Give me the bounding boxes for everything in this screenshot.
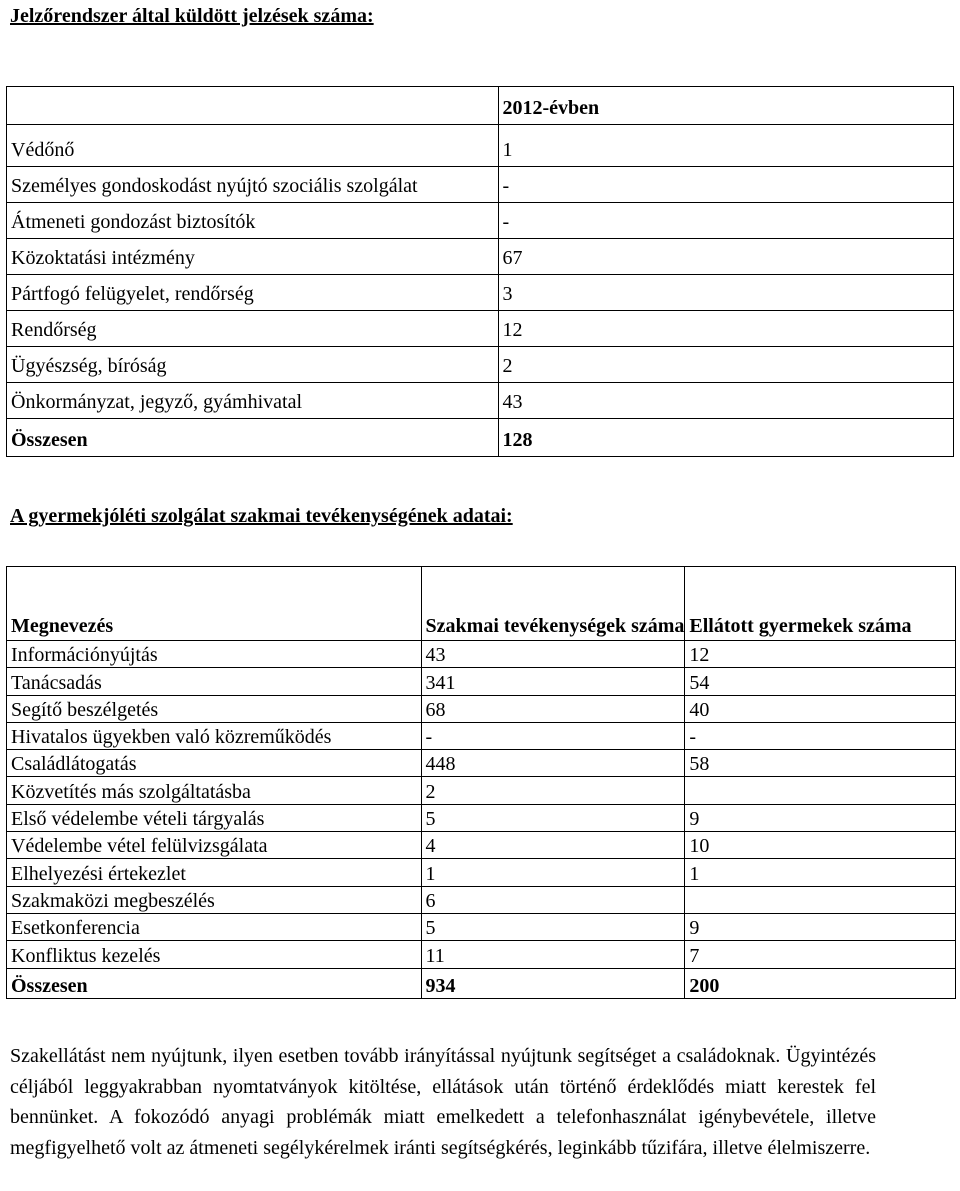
activity-count: 68 — [421, 695, 685, 722]
activity-count: 341 — [421, 668, 685, 695]
table-row — [7, 275, 954, 311]
signal-count: 67 — [498, 239, 953, 275]
signal-count: 12 — [498, 311, 953, 347]
children-count: 40 — [685, 695, 956, 722]
signals-table — [6, 86, 954, 457]
signal-source-label: Rendőrség — [7, 311, 499, 347]
signal-count: 2 — [498, 347, 953, 383]
signals-header-empty-cell — [7, 87, 499, 125]
activity-heading: A gyermekjóléti szolgálat szakmai tevékenységének adatai: — [10, 505, 513, 527]
children-total-count: 200 — [685, 968, 956, 998]
signal-source-label: Ügyészség, bíróság — [7, 347, 499, 383]
signal-source-label: Átmeneti gondozást biztosítók — [7, 203, 499, 239]
signal-source-label: Védőnő — [7, 125, 499, 167]
children-count: 12 — [685, 641, 956, 668]
table-row — [7, 941, 956, 968]
activity-name: Közvetítés más szolgáltatásba — [7, 777, 422, 804]
activity-name: Információnyújtás — [7, 641, 422, 668]
activity-total-label: Összesen — [7, 968, 422, 998]
table-row — [7, 832, 956, 859]
activity-name: Szakmaközi megbeszélés — [7, 886, 422, 913]
signals-total-label: Összesen — [7, 419, 499, 457]
table-row — [7, 383, 954, 419]
table-row — [7, 777, 956, 804]
activity-name: Konfliktus kezelés — [7, 941, 422, 968]
signal-source-label: Önkormányzat, jegyző, gyámhivatal — [7, 383, 499, 419]
table-row — [7, 722, 956, 749]
activity-name: Elhelyezési értekezlet — [7, 859, 422, 886]
table-row — [7, 641, 956, 668]
table-row — [7, 695, 956, 722]
table-row — [7, 886, 956, 913]
activity-name: Hivatalos ügyekben való közreműködés — [7, 722, 422, 749]
activity-name: Védelembe vétel felülvizsgálata — [7, 832, 422, 859]
activity-count: 43 — [421, 641, 685, 668]
header-name: Megnevezés — [7, 567, 422, 641]
signal-count: 43 — [498, 383, 953, 419]
signals-total-value: 128 — [498, 419, 953, 457]
header-children: Ellátott gyermekek száma — [685, 567, 956, 641]
signals-year-header: 2012-évben — [498, 87, 953, 125]
table-row — [7, 239, 954, 275]
children-count: 58 — [685, 750, 956, 777]
children-count: 9 — [685, 913, 956, 940]
table-row — [7, 913, 956, 940]
activity-count: 11 — [421, 941, 685, 968]
signal-count: - — [498, 203, 953, 239]
activity-name: Esetkonferencia — [7, 913, 422, 940]
children-count: 7 — [685, 941, 956, 968]
table-row — [7, 859, 956, 886]
table-row — [7, 311, 954, 347]
signals-heading: Jelzőrendszer által küldött jelzések száma: — [10, 5, 374, 27]
activity-count: - — [421, 722, 685, 749]
signal-count: 3 — [498, 275, 953, 311]
signals-header-row — [7, 87, 954, 125]
activity-count: 2 — [421, 777, 685, 804]
signal-source-label: Közoktatási intézmény — [7, 239, 499, 275]
activity-count: 448 — [421, 750, 685, 777]
activity-count: 5 — [421, 913, 685, 940]
activity-count: 6 — [421, 886, 685, 913]
children-count: 1 — [685, 859, 956, 886]
signal-source-label: Személyes gondoskodást nyújtó szociális szolgálat — [7, 167, 499, 203]
activity-header-row — [7, 567, 956, 641]
header-activities: Szakmai tevékenységek száma — [421, 567, 685, 641]
children-count — [685, 886, 956, 913]
table-row — [7, 167, 954, 203]
activity-name: Első védelembe vételi tárgyalás — [7, 804, 422, 831]
summary-paragraph: Szakellátást nem nyújtunk, ilyen esetben tovább irányítással nyújtunk segítséget a családoknak. Ügyintézés céljából leggyakrabban nyomtatványok kitöltése, ellátások után történő érdeklődés miatt kerestek fel bennünket. A fokozódó anyagi problémák miatt emelkedett a telefonhasználat igénybevétele, illetve megfigyelhető volt az átmeneti segélykérelmek iránti segítségkérés, leginkább tűzifára, illetve élelmiszerre. — [10, 1045, 876, 1159]
activity-total-row — [7, 968, 956, 998]
activity-count: 5 — [421, 804, 685, 831]
table-row — [7, 347, 954, 383]
table-row — [7, 750, 956, 777]
table-row — [7, 125, 954, 167]
children-count: 54 — [685, 668, 956, 695]
activity-name: Családlátogatás — [7, 750, 422, 777]
children-count: - — [685, 722, 956, 749]
activity-name: Tanácsadás — [7, 668, 422, 695]
activity-table — [6, 566, 956, 999]
children-count: 9 — [685, 804, 956, 831]
signal-count: 1 — [498, 125, 953, 167]
table-row — [7, 203, 954, 239]
children-count — [685, 777, 956, 804]
activity-total-count: 934 — [421, 968, 685, 998]
children-count: 10 — [685, 832, 956, 859]
activity-count: 1 — [421, 859, 685, 886]
table-row — [7, 804, 956, 831]
signal-source-label: Pártfogó felügyelet, rendőrség — [7, 275, 499, 311]
signal-count: - — [498, 167, 953, 203]
activity-name: Segítő beszélgetés — [7, 695, 422, 722]
activity-count: 4 — [421, 832, 685, 859]
signals-total-row — [7, 419, 954, 457]
table-row — [7, 668, 956, 695]
